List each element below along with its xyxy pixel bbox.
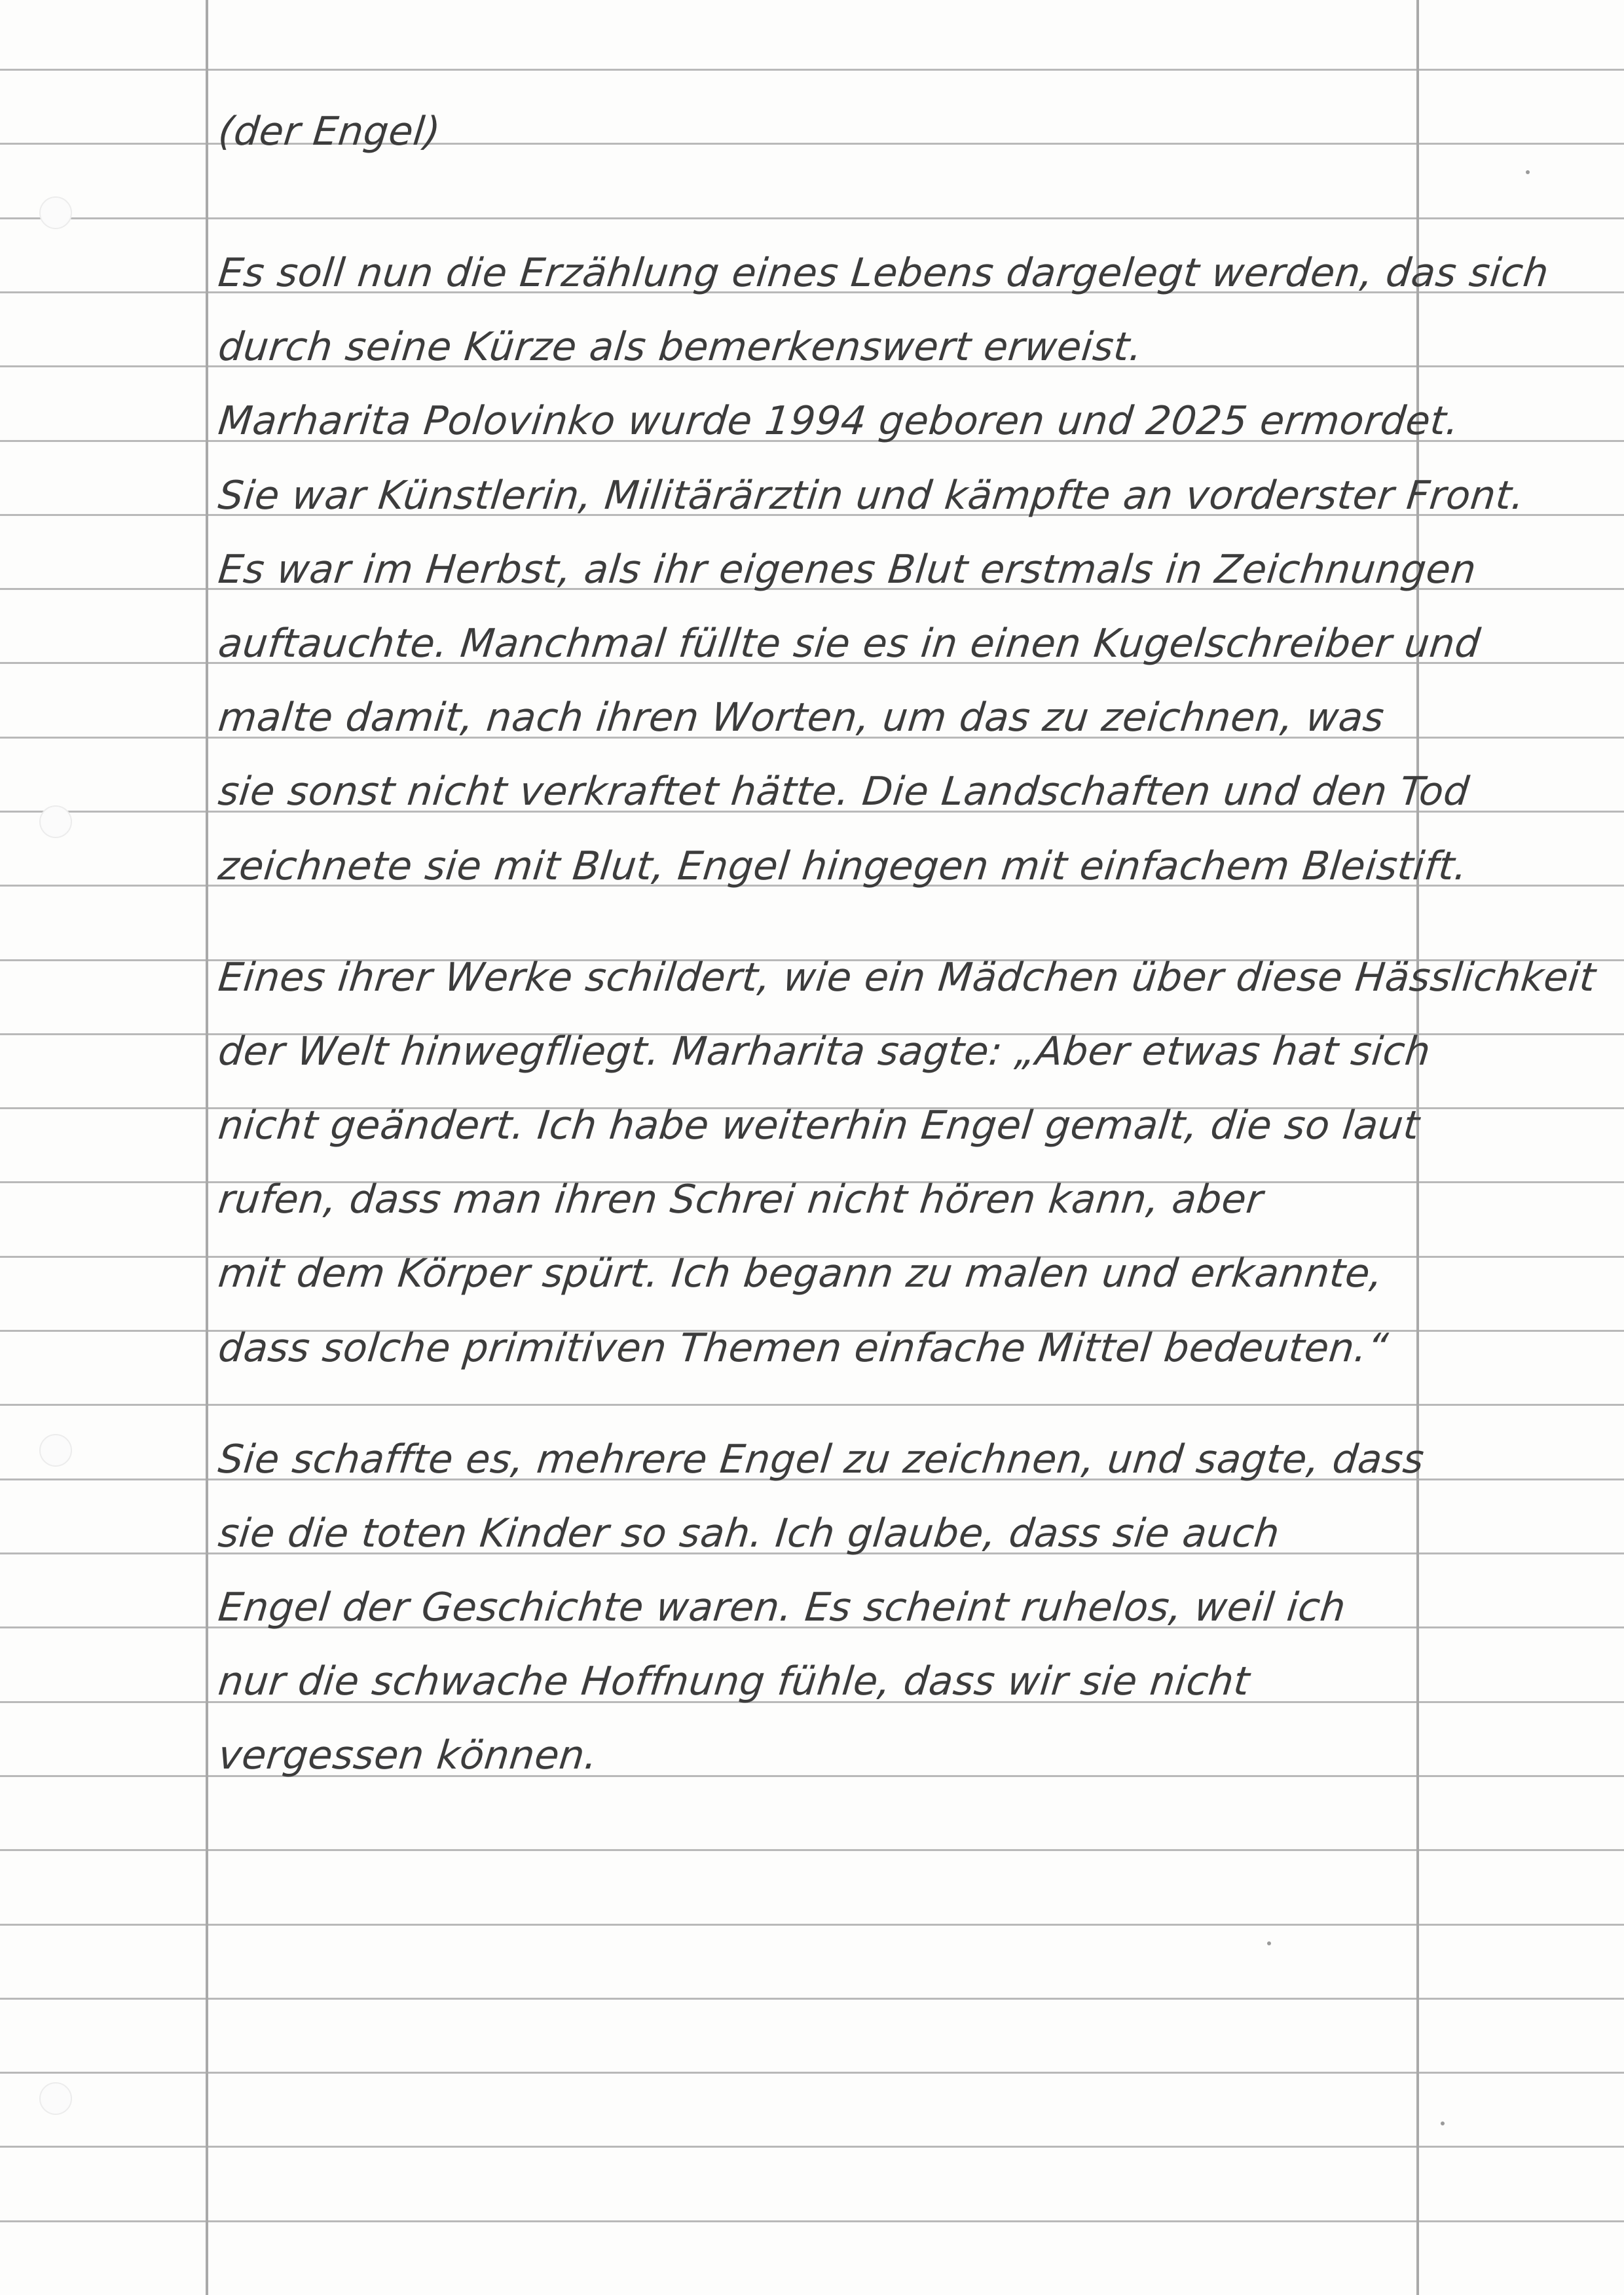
text-line: sie sonst nicht verkraftet hätte. Die Landschaften und den Tod xyxy=(216,769,1471,815)
text-line: auftauchte. Manchmal füllte sie es in einen Kugelschreiber und xyxy=(216,621,1483,667)
heading-line: (der Engel) xyxy=(216,109,443,155)
punch-hole-mark xyxy=(39,196,72,229)
punch-hole-mark xyxy=(39,805,72,838)
text-line: Es soll nun die Erzählung eines Lebens dargelegt werden, das sich xyxy=(216,250,1551,296)
text-line: Es war im Herbst, als ihr eigenes Blut erstmals in Zeichnungen xyxy=(216,547,1479,593)
text-line: mit dem Körper spürt. Ich begann zu malen und erkannte, xyxy=(216,1251,1386,1296)
handwritten-text xyxy=(216,0,1598,2295)
text-line: Sie war Künstlerin, Militärärztin und kämpfte an vorderster Front. xyxy=(216,473,1527,519)
text-line: zeichnete sie mit Blut, Engel hingegen mit einfachem Bleistift. xyxy=(216,843,1470,889)
text-line: vergessen können. xyxy=(216,1733,600,1778)
text-line: Engel der Geschichte waren. Es scheint ruhelos, weil ich xyxy=(216,1585,1348,1630)
text-line: dass solche primitiven Themen einfache Mittel bedeuten.“ xyxy=(216,1325,1391,1371)
left-margin-line xyxy=(206,0,208,2295)
punch-hole-mark xyxy=(39,1434,72,1467)
text-line: nur die schwache Hoffnung fühle, dass wir sie nicht xyxy=(216,1659,1252,1704)
text-line: sie die toten Kinder so sah. Ich glaube, dass sie auch xyxy=(216,1511,1282,1556)
paper-speck xyxy=(1526,170,1530,174)
text-line: durch seine Kürze als bemerkenswert erweist. xyxy=(216,324,1145,370)
text-line: malte damit, nach ihren Worten, um das zu zeichnen, was xyxy=(216,695,1387,741)
text-line: rufen, dass man ihren Schrei nicht hören kann, aber xyxy=(216,1177,1266,1222)
punch-hole-mark xyxy=(39,2082,72,2115)
text-line: Eines ihrer Werke schildert, wie ein Mädchen über diese Hässlichkeit xyxy=(216,955,1598,1001)
text-line: nicht geändert. Ich habe weiterhin Engel gemalt, die so laut xyxy=(216,1103,1422,1148)
text-line: Sie schaffte es, mehrere Engel zu zeichnen, und sagte, dass xyxy=(216,1437,1427,1482)
text-line: Marharita Polovinko wurde 1994 geboren und 2025 ermordet. xyxy=(216,398,1462,444)
text-line: der Welt hinwegfliegt. Marharita sagte: „Aber etwas hat sich xyxy=(216,1029,1433,1074)
